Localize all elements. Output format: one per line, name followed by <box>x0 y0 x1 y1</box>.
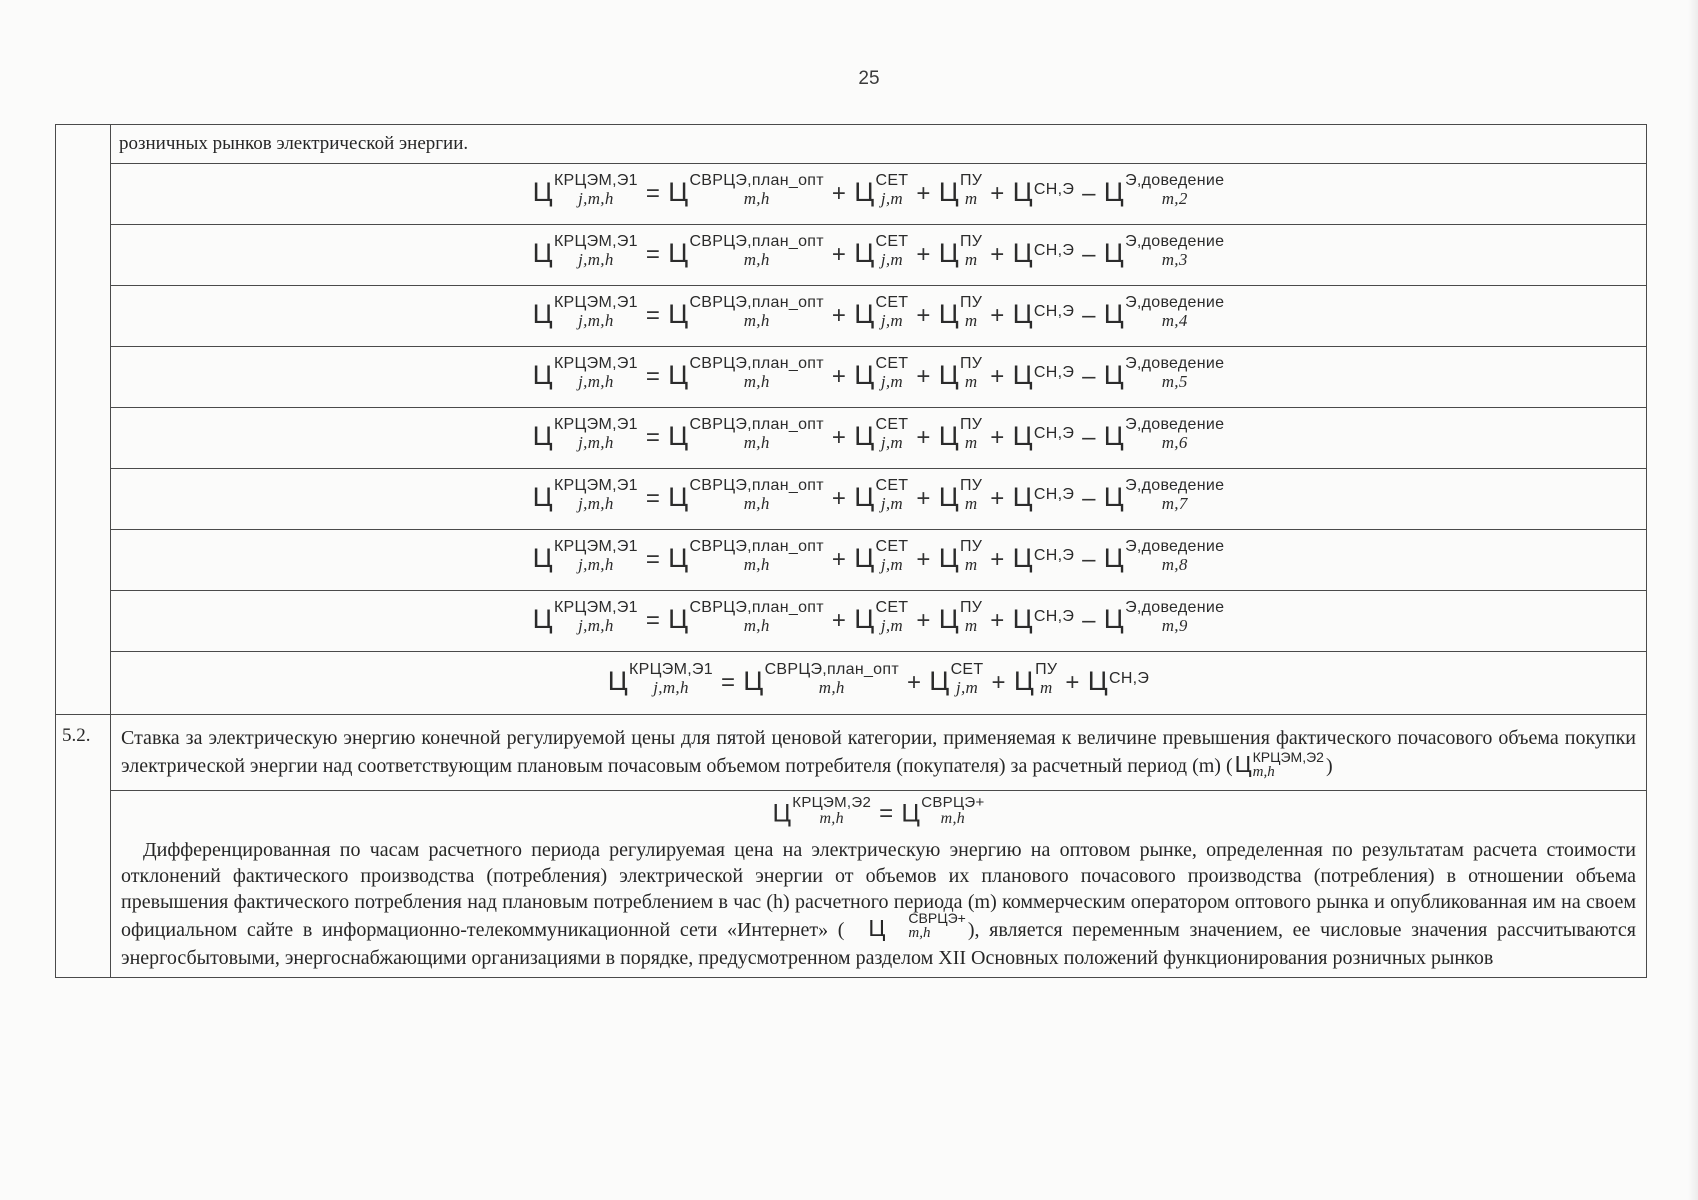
operator: + <box>916 424 931 452</box>
formula-row <box>56 408 1647 469</box>
formula-cell <box>111 591 1647 652</box>
section-5-2-row <box>56 715 1647 791</box>
price-krcem-e1: Ц КРЦЭМ,Э1 j,m,h <box>607 661 713 697</box>
formula <box>531 172 1227 211</box>
operator: = <box>645 607 661 635</box>
formula-cell <box>111 408 1647 469</box>
operator: – <box>1082 607 1096 635</box>
price-krcem-e1: Ц КРЦЭМ,Э1 j,m,h <box>532 538 638 574</box>
price-svrce: Ц СВРЦЭ,план_опт m,h <box>668 416 824 452</box>
formula-row <box>56 591 1647 652</box>
operator: + <box>990 546 1005 574</box>
page-number: 25 <box>858 68 880 89</box>
price-dovedenie: Ц Э,доведение m,5 <box>1103 355 1225 391</box>
formula-cell <box>111 469 1647 530</box>
continuation-text: розничных рынков электрической энергии. <box>111 125 1647 164</box>
operator: + <box>990 363 1005 391</box>
price-sn: Ц СН,Э <box>1012 360 1075 391</box>
operator: – <box>1082 180 1096 208</box>
operator: = <box>720 669 736 697</box>
price-set: Ц СЕТ j,m <box>854 599 909 635</box>
price-dovedenie: Ц Э,доведение m,6 <box>1103 416 1225 452</box>
price-pu: Ц ПУ m <box>938 172 983 208</box>
formula-row <box>56 652 1647 715</box>
price-krcem-e1: Ц КРЦЭМ,Э1 j,m,h <box>532 355 638 391</box>
operator: = <box>645 485 661 513</box>
price-svrce: Ц СВРЦЭ,план_опт m,h <box>668 355 824 391</box>
section-body <box>111 790 1647 978</box>
price-dovedenie: Ц Э,доведение m,8 <box>1103 538 1225 574</box>
operator: + <box>916 607 931 635</box>
price-krcem-e1: Ц КРЦЭМ,Э1 j,m,h <box>532 416 638 452</box>
price-krcem-e1: Ц КРЦЭМ,Э1 j,m,h <box>532 172 638 208</box>
price-svrce: Ц СВРЦЭ,план_опт m,h <box>668 172 824 208</box>
operator: = <box>879 800 894 828</box>
price-sn: Ц СН,Э <box>1087 666 1150 697</box>
scan-edge-shadow <box>1688 0 1698 1200</box>
operator: = <box>645 302 661 330</box>
price-set: Ц СЕТ j,m <box>854 294 909 330</box>
operator: + <box>916 546 931 574</box>
formula-cell <box>111 286 1647 347</box>
continuation-row <box>56 125 1647 164</box>
price-pu: Ц ПУ m <box>938 355 983 391</box>
operator: + <box>906 669 922 697</box>
operator: + <box>990 302 1005 330</box>
price-krcem-e2: Ц КРЦЭМ,Э2 m,h <box>772 793 872 828</box>
formula-row <box>56 347 1647 408</box>
operator: – <box>1082 546 1096 574</box>
price-krcem-e1: Ц КРЦЭМ,Э1 j,m,h <box>532 477 638 513</box>
price-set: Ц СЕТ j,m <box>854 538 909 574</box>
price-krcem-e1: Ц КРЦЭМ,Э1 j,m,h <box>532 233 638 269</box>
price-dovedenie: Ц Э,доведение m,9 <box>1103 599 1225 635</box>
operator: + <box>991 669 1006 697</box>
formula <box>531 477 1227 516</box>
price-set: Ц СЕТ j,m <box>929 661 984 697</box>
section-heading: Ставка за электрическую энергию конечной регулируемой цены для пятой ценовой категории, применяемая к величине превышения фактического почасового объема покупки электрической энергии над соответствующим плановым почасовым объемом потребителя (покупателя) за расчетный период (m) (Ц КРЦЭМ,Э2 m,h ) <box>111 715 1647 791</box>
operator: = <box>645 241 661 269</box>
operator: + <box>990 180 1005 208</box>
operator: + <box>916 241 931 269</box>
price-set: Ц СЕТ j,m <box>854 477 909 513</box>
formula-row <box>56 286 1647 347</box>
price-pu: Ц ПУ m <box>938 294 983 330</box>
price-pu: Ц ПУ m <box>938 477 983 513</box>
price-krcem-e1: Ц КРЦЭМ,Э1 j,m,h <box>532 294 638 330</box>
operator: – <box>1082 241 1096 269</box>
price-set: Ц СЕТ j,m <box>854 416 909 452</box>
formula-row <box>56 164 1647 225</box>
price-svrce-plus-inline: Ц СВРЦЭ+ m,h <box>868 910 966 942</box>
operator: + <box>831 302 847 330</box>
formula-cell <box>111 530 1647 591</box>
price-set: Ц СЕТ j,m <box>854 172 909 208</box>
operator: + <box>990 424 1005 452</box>
operator: + <box>916 485 931 513</box>
operator: + <box>916 180 931 208</box>
operator: = <box>645 363 661 391</box>
formula <box>531 233 1227 272</box>
price-krcem-e2-inline: Ц КРЦЭМ,Э2 m,h <box>1234 748 1324 780</box>
operator: + <box>916 302 931 330</box>
operator: + <box>990 607 1005 635</box>
operator: + <box>990 485 1005 513</box>
price-sn: Ц СН,Э <box>1012 604 1075 635</box>
formula-cell <box>111 347 1647 408</box>
price-dovedenie: Ц Э,доведение m,4 <box>1103 294 1225 330</box>
price-sn: Ц СН,Э <box>1012 543 1075 574</box>
price-svrce: Ц СВРЦЭ,план_опт m,h <box>743 661 899 697</box>
operator: + <box>831 363 847 391</box>
formula <box>531 355 1227 394</box>
price-sn: Ц СН,Э <box>1012 177 1075 208</box>
price-svrce: Ц СВРЦЭ,план_опт m,h <box>668 477 824 513</box>
price-dovedenie: Ц Э,доведение m,7 <box>1103 477 1225 513</box>
operator: + <box>831 485 847 513</box>
operator: + <box>831 180 847 208</box>
price-svrce: Ц СВРЦЭ,план_опт m,h <box>668 599 824 635</box>
formula <box>531 538 1227 577</box>
price-svrce-plus: Ц СВРЦЭ+ m,h <box>901 793 985 828</box>
price-pu: Ц ПУ m <box>1013 661 1058 697</box>
formula-row <box>56 469 1647 530</box>
operator: – <box>1082 485 1096 513</box>
operator: + <box>831 607 847 635</box>
operator: – <box>1082 302 1096 330</box>
formula-cell <box>111 225 1647 286</box>
operator: – <box>1082 424 1096 452</box>
price-sn: Ц СН,Э <box>1012 299 1075 330</box>
formula-e2 <box>121 793 1636 831</box>
price-dovedenie: Ц Э,доведение m,2 <box>1103 172 1225 208</box>
formula-cell <box>111 652 1647 715</box>
operator: + <box>916 363 931 391</box>
price-svrce: Ц СВРЦЭ,план_опт m,h <box>668 538 824 574</box>
price-krcem-e1: Ц КРЦЭМ,Э1 j,m,h <box>532 599 638 635</box>
section-paragraph: Дифференцированная по часам расчетного периода регулируемая цена на электрическую энергию на оптовом рынке, определенная по результатам расчета стоимости отклонений фактического производства (потребления) электрической энергии от объемов их планового почасового производства (потребления) в отношении объема превышения фактического потребления над плановым потреблением в час (h) расчетного периода (m) коммерческим оператором оптового рынка и опубликованная им на своем официальном сайте в информационно-телекоммуникационной сети «Интернет» ( Ц СВРЦЭ+ m,h ), является переменным значением, ее числовые значения рассчитываются энергосбытовыми, энергоснабжающими организациями в порядке, предусмотренном разделом XII Основных положений функционирования розничных рынков <box>121 838 1636 970</box>
price-set: Ц СЕТ j,m <box>854 355 909 391</box>
formula-table <box>55 124 1647 978</box>
price-pu: Ц ПУ m <box>938 233 983 269</box>
price-pu: Ц ПУ m <box>938 416 983 452</box>
formula <box>531 294 1227 333</box>
price-sn: Ц СН,Э <box>1012 482 1075 513</box>
formula-row <box>56 530 1647 591</box>
operator: – <box>1082 363 1096 391</box>
operator: = <box>645 424 661 452</box>
number-cell-empty <box>56 125 111 715</box>
formula <box>531 599 1227 638</box>
price-set: Ц СЕТ j,m <box>854 233 909 269</box>
operator: + <box>831 241 847 269</box>
section-5-2-body-row <box>56 790 1647 978</box>
operator: = <box>645 180 661 208</box>
formula <box>531 416 1227 455</box>
operator: + <box>831 546 847 574</box>
formula-row <box>56 225 1647 286</box>
operator: = <box>645 546 661 574</box>
price-svrce: Ц СВРЦЭ,план_опт m,h <box>668 294 824 330</box>
formula-cell <box>111 164 1647 225</box>
price-svrce: Ц СВРЦЭ,план_опт m,h <box>668 233 824 269</box>
price-sn: Ц СН,Э <box>1012 421 1075 452</box>
section-number: 5.2. <box>56 715 111 978</box>
formula <box>606 661 1151 700</box>
operator: + <box>831 424 847 452</box>
operator: + <box>1065 669 1080 697</box>
operator: + <box>990 241 1005 269</box>
price-dovedenie: Ц Э,доведение m,3 <box>1103 233 1225 269</box>
price-sn: Ц СН,Э <box>1012 238 1075 269</box>
price-pu: Ц ПУ m <box>938 538 983 574</box>
price-pu: Ц ПУ m <box>938 599 983 635</box>
